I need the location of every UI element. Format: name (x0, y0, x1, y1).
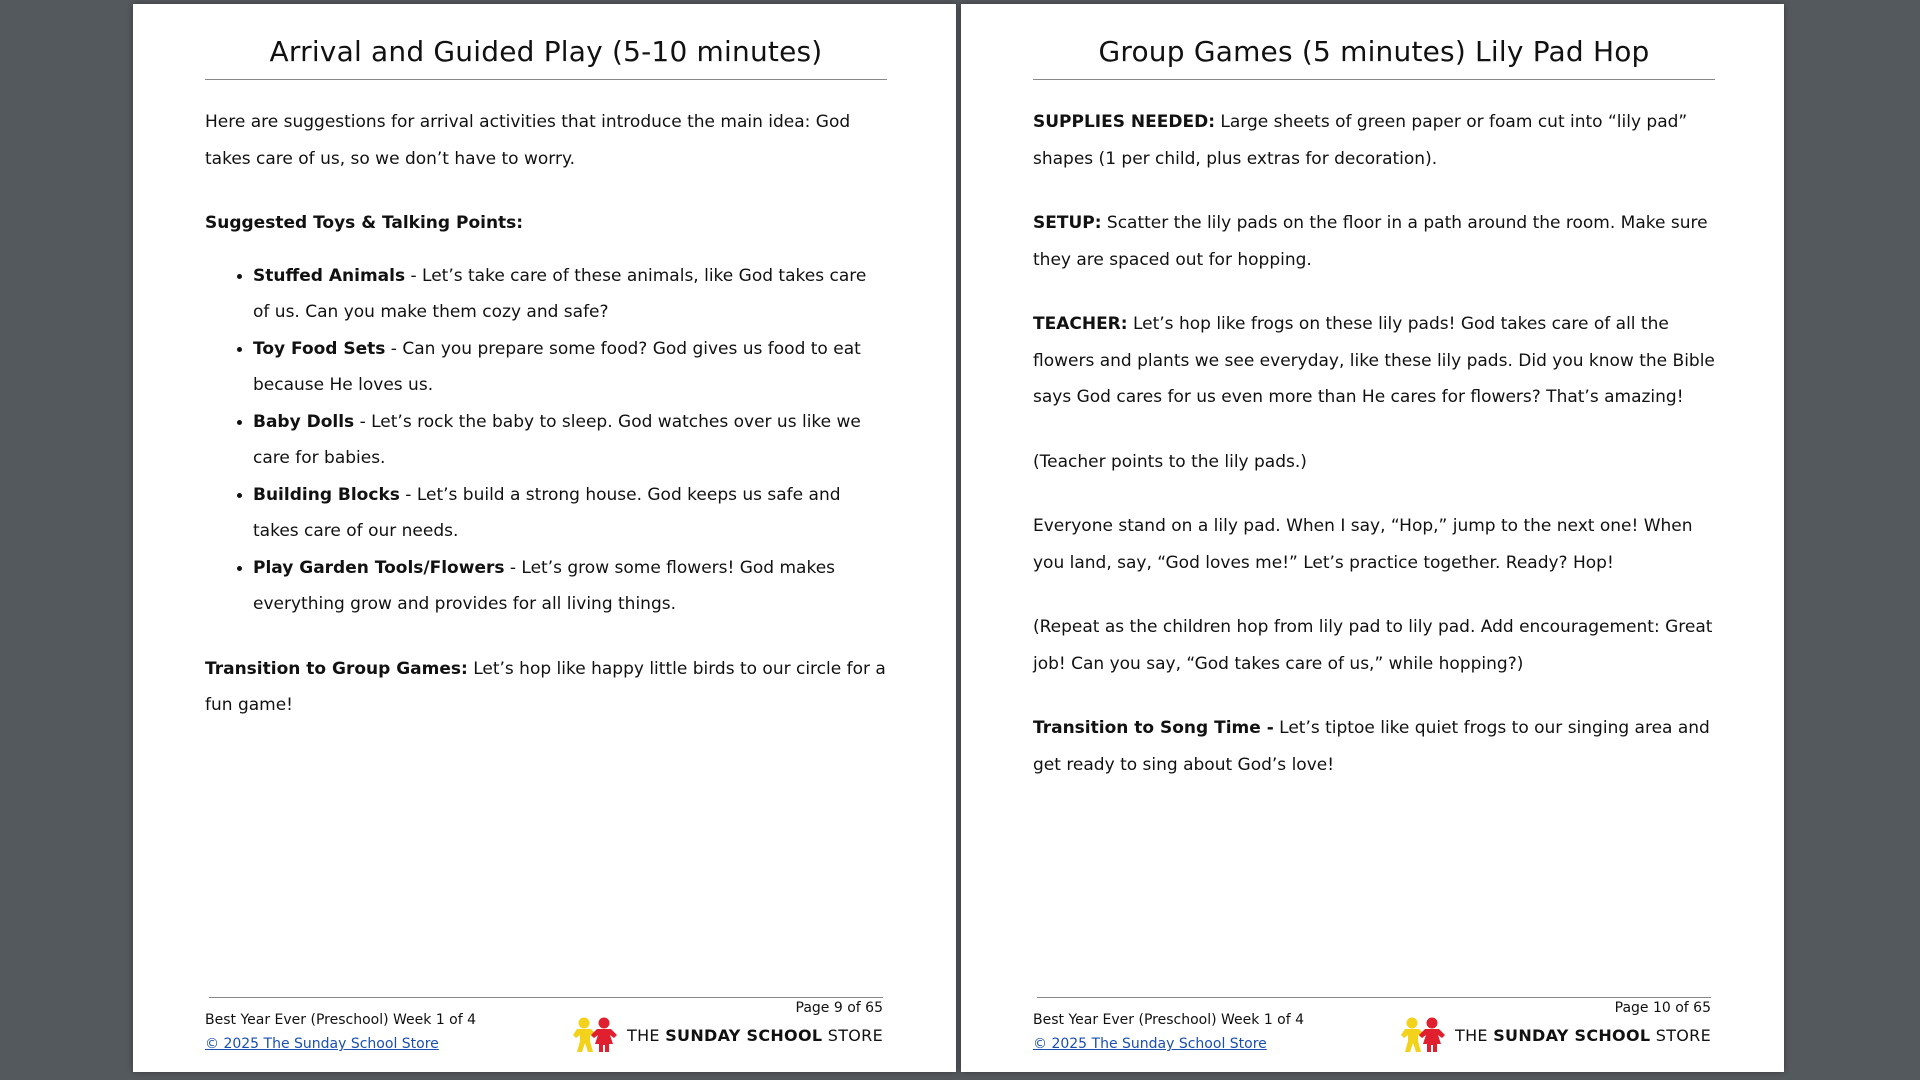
item-name: Stuffed Animals (253, 265, 406, 286)
paper-dolls-icon (1397, 1016, 1449, 1054)
toys-heading: Suggested Toys & Talking Points: (205, 213, 524, 233)
list-item (253, 258, 887, 331)
item-text: - Can you prepare some food? God gives us food to eat because He loves us. (253, 338, 861, 395)
page-footer (205, 994, 887, 1058)
teacher-paragraph: TEACHER: Let’s hop like frogs on these lily pads! God takes care of all the flowers and plants we see everyday, like these lily pads. Did you know the Bible says God cares for us even more than He cares for flowers? That’s amazing! (1033, 314, 1715, 407)
series-label: Best Year Ever (Preschool) Week 1 of 4 (205, 1012, 477, 1028)
transition-label: Transition to Song Time - (1033, 718, 1274, 738)
copyright-link[interactable]: © 2025 The Sunday School Store (1033, 1036, 1267, 1052)
transition-label: Transition to Group Games: (205, 658, 468, 679)
item-name: Play Garden Tools/Flowers (253, 557, 505, 578)
brand-logo (569, 1016, 883, 1054)
item-text: - Let’s rock the baby to sleep. God watches over us like we care for babies. (253, 411, 861, 468)
document-page-right (961, 4, 1784, 1072)
page-content (205, 4, 887, 724)
intro-paragraph: Here are suggestions for arrival activities that introduce the main idea: God takes care of us, so we don’t have to worry. (205, 112, 851, 169)
page-footer (1033, 994, 1715, 1058)
list-item (253, 404, 887, 477)
page-content (1033, 4, 1715, 783)
setup-paragraph: SETUP: Scatter the lily pads on the floor in a path around the room. Make sure they are spaced out for hopping. (1033, 213, 1708, 270)
item-name: Baby Dolls (253, 411, 355, 432)
document-page-left (133, 4, 956, 1072)
item-text: - Let’s take care of these animals, like God takes care of us. Can you make them cozy and safe? (253, 265, 867, 322)
teacher-label: TEACHER: (1033, 314, 1128, 334)
item-name: Building Blocks (253, 484, 400, 505)
page-title: Group Games (5 minutes) Lily Pad Hop (1033, 32, 1715, 80)
brand-name: THE SUNDAY SCHOOL STORE (1455, 1025, 1711, 1045)
list-item (253, 477, 887, 550)
list-item (253, 550, 887, 623)
transition-paragraph: Transition to Song Time - Let’s tiptoe like quiet frogs to our singing area and get ready to sing about God’s love! (1033, 718, 1710, 775)
everyone-paragraph: Everyone stand on a lily pad. When I say, “Hop,” jump to the next one! When you land, say, “God loves me!” Let’s practice together. Ready? Hop! (1033, 516, 1693, 573)
series-label: Best Year Ever (Preschool) Week 1 of 4 (1033, 1012, 1305, 1028)
page-number: Page 9 of 65 (795, 1000, 883, 1016)
brand-name: THE SUNDAY SCHOOL STORE (627, 1025, 883, 1045)
copyright-link[interactable]: © 2025 The Sunday School Store (205, 1036, 439, 1052)
supplies-label: SUPPLIES NEEDED: (1033, 112, 1215, 132)
item-name: Toy Food Sets (253, 338, 386, 359)
item-text: - Let’s build a strong house. God keeps us safe and takes care of our needs. (253, 484, 841, 541)
transition-paragraph: Transition to Group Games: Let’s hop like happy little birds to our circle for a fun game! (205, 658, 886, 715)
repeat-paragraph: (Repeat as the children hop from lily pad to lily pad. Add encouragement: Great job! Can you say, “God takes care of us,” while hopping?) (1033, 617, 1713, 674)
brand-logo (1397, 1016, 1711, 1054)
supplies-paragraph: SUPPLIES NEEDED: Large sheets of green paper or foam cut into “lily pad” shapes (1 per child, plus extras for decoration). (1033, 112, 1688, 169)
page-number: Page 10 of 65 (1614, 1000, 1711, 1016)
paper-dolls-icon (569, 1016, 621, 1054)
setup-label: SETUP: (1033, 213, 1102, 233)
footer-divider (1037, 997, 1711, 998)
item-text: - Let’s grow some flowers! God makes everything grow and provides for all living things. (253, 557, 836, 614)
toys-list (205, 258, 887, 623)
list-item (253, 331, 887, 404)
page-title: Arrival and Guided Play (5-10 minutes) (205, 32, 887, 80)
footer-divider (209, 997, 883, 998)
points-paragraph: (Teacher points to the lily pads.) (1033, 451, 1307, 472)
